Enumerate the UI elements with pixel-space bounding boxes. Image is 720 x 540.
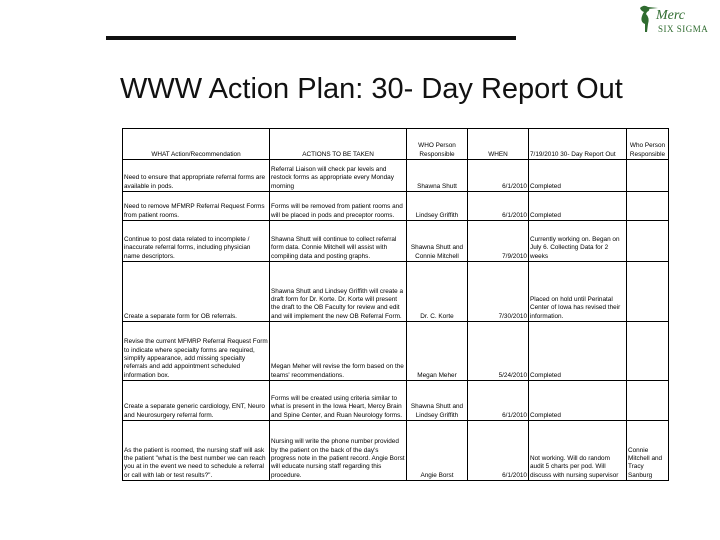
- cell-when: 6/1/2010: [468, 160, 529, 192]
- cell-when: 7/9/2010: [468, 221, 529, 262]
- table-row: [123, 192, 669, 221]
- table-row: [123, 262, 669, 322]
- title-rule: [106, 36, 516, 40]
- cell-report-out: Completed: [529, 160, 627, 192]
- cell-action: Need to ensure that appropriate referral forms are available in pods.: [123, 160, 270, 192]
- table-row: [123, 381, 669, 421]
- table-header-row: [123, 129, 669, 160]
- cell-action: Create a separate form for OB referrals.: [123, 262, 270, 322]
- table-row: [123, 421, 669, 481]
- cell-actions-to-be-taken: Forms will be removed from patient rooms and will be placed in pods and preceptor rooms.: [270, 192, 407, 221]
- action-plan-table: [122, 128, 669, 481]
- cell-actions-to-be-taken: Forms will be created using criteria similar to what is present in the Iowa Heart, Mercy Brain and Spine Center, and Ruan Neurology forms.: [270, 381, 407, 421]
- cell-report-out: Placed on hold until Perinatal Center of Iowa has revised their information.: [529, 262, 627, 322]
- header-action: WHAT Action/Recommendation: [123, 129, 270, 160]
- cell-action: Continue to post data related to incomplete / inaccurate referral forms, including physician name descriptors.: [123, 221, 270, 262]
- cell-when: 6/1/2010: [468, 381, 529, 421]
- header-report-out: 7/19/2010 30- Day Report Out: [529, 129, 627, 160]
- cell-who: Dr. C. Korte: [407, 262, 468, 322]
- header-who-2: Who Person Responsible: [627, 129, 669, 160]
- cell-action: As the patient is roomed, the nursing staff will ask the patient "what is the best number we can reach you at in the event we need to schedule a referral or call with lab or test results?".: [123, 421, 270, 481]
- cell-action: Create a separate generic cardiology, ENT, Neuro and Neurosurgery referral form.: [123, 381, 270, 421]
- cell-who: Shawna Shutt: [407, 160, 468, 192]
- cell-action: Need to remove MFMRP Referral Request Forms from patient rooms.: [123, 192, 270, 221]
- mercy-six-sigma-logo: [634, 4, 714, 40]
- cell-actions-to-be-taken: Shawna Shutt and Lindsey Griffith will create a draft form for Dr. Korte. Dr. Korte will present the draft to the OB Faculty for review and edit and will implement the new OB Referral Form.: [270, 262, 407, 322]
- cell-when: 6/1/2010: [468, 421, 529, 481]
- cell-who: Shawna Shutt and Connie Mitchell: [407, 221, 468, 262]
- cell-who: Angie Borst: [407, 421, 468, 481]
- cell-who-2: [627, 221, 669, 262]
- cell-report-out: Completed: [529, 322, 627, 381]
- cell-when: 6/1/2010: [468, 192, 529, 221]
- cell-when: 7/30/2010: [468, 262, 529, 322]
- header-actions-to-be-taken: ACTIONS TO BE TAKEN: [270, 129, 407, 160]
- cell-who: Megan Meher: [407, 322, 468, 381]
- cell-who-2: [627, 381, 669, 421]
- slide-title: WWW Action Plan: 30- Day Report Out: [120, 73, 623, 105]
- cell-actions-to-be-taken: Referral Liaison will check par levels and restock forms as appropriate every Monday morning: [270, 160, 407, 192]
- cell-who: Lindsey Griffith: [407, 192, 468, 221]
- cell-who-2: [627, 192, 669, 221]
- cell-report-out: Completed: [529, 192, 627, 221]
- table-row: [123, 322, 669, 381]
- cell-who-2: Connie Mitchell and Tracy Sanburg: [627, 421, 669, 481]
- cell-action: Revise the current MFMRP Referral Request Form to indicate where specialty forms are required, simplify appearance, add missing specialty referrals and add appointment scheduled information box.: [123, 322, 270, 381]
- cell-actions-to-be-taken: Megan Meher will revise the form based on the teams' recommendations.: [270, 322, 407, 381]
- logo-sub-text: SIX SIGMA: [658, 24, 709, 34]
- cell-actions-to-be-taken: Shawna Shutt will continue to collect referral form data. Connie Mitchell will assist with compiling data and posting graphs.: [270, 221, 407, 262]
- cell-who: Shawna Shutt and Lindsey Griffith: [407, 381, 468, 421]
- table-row: [123, 221, 669, 262]
- cell-actions-to-be-taken: Nursing will write the phone number provided by the patient on the back of the day's progress note in the patient record. Angie Borst will educate nursing staff regarding this procedure.: [270, 421, 407, 481]
- cell-report-out: Not working. Will do random audit 5 charts per pod. Will discuss with nursing supervisor: [529, 421, 627, 481]
- header-who: WHO Person Responsible: [407, 129, 468, 160]
- header-when: WHEN: [468, 129, 529, 160]
- table-row: [123, 160, 669, 192]
- cell-who-2: [627, 262, 669, 322]
- cell-report-out: Completed: [529, 381, 627, 421]
- cell-report-out: Currently working on. Began on July 6. Collecting Data for 2 weeks: [529, 221, 627, 262]
- cell-who-2: [627, 160, 669, 192]
- logo-brand-text: Merc: [656, 8, 686, 23]
- cell-when: 5/24/2010: [468, 322, 529, 381]
- cell-who-2: [627, 322, 669, 381]
